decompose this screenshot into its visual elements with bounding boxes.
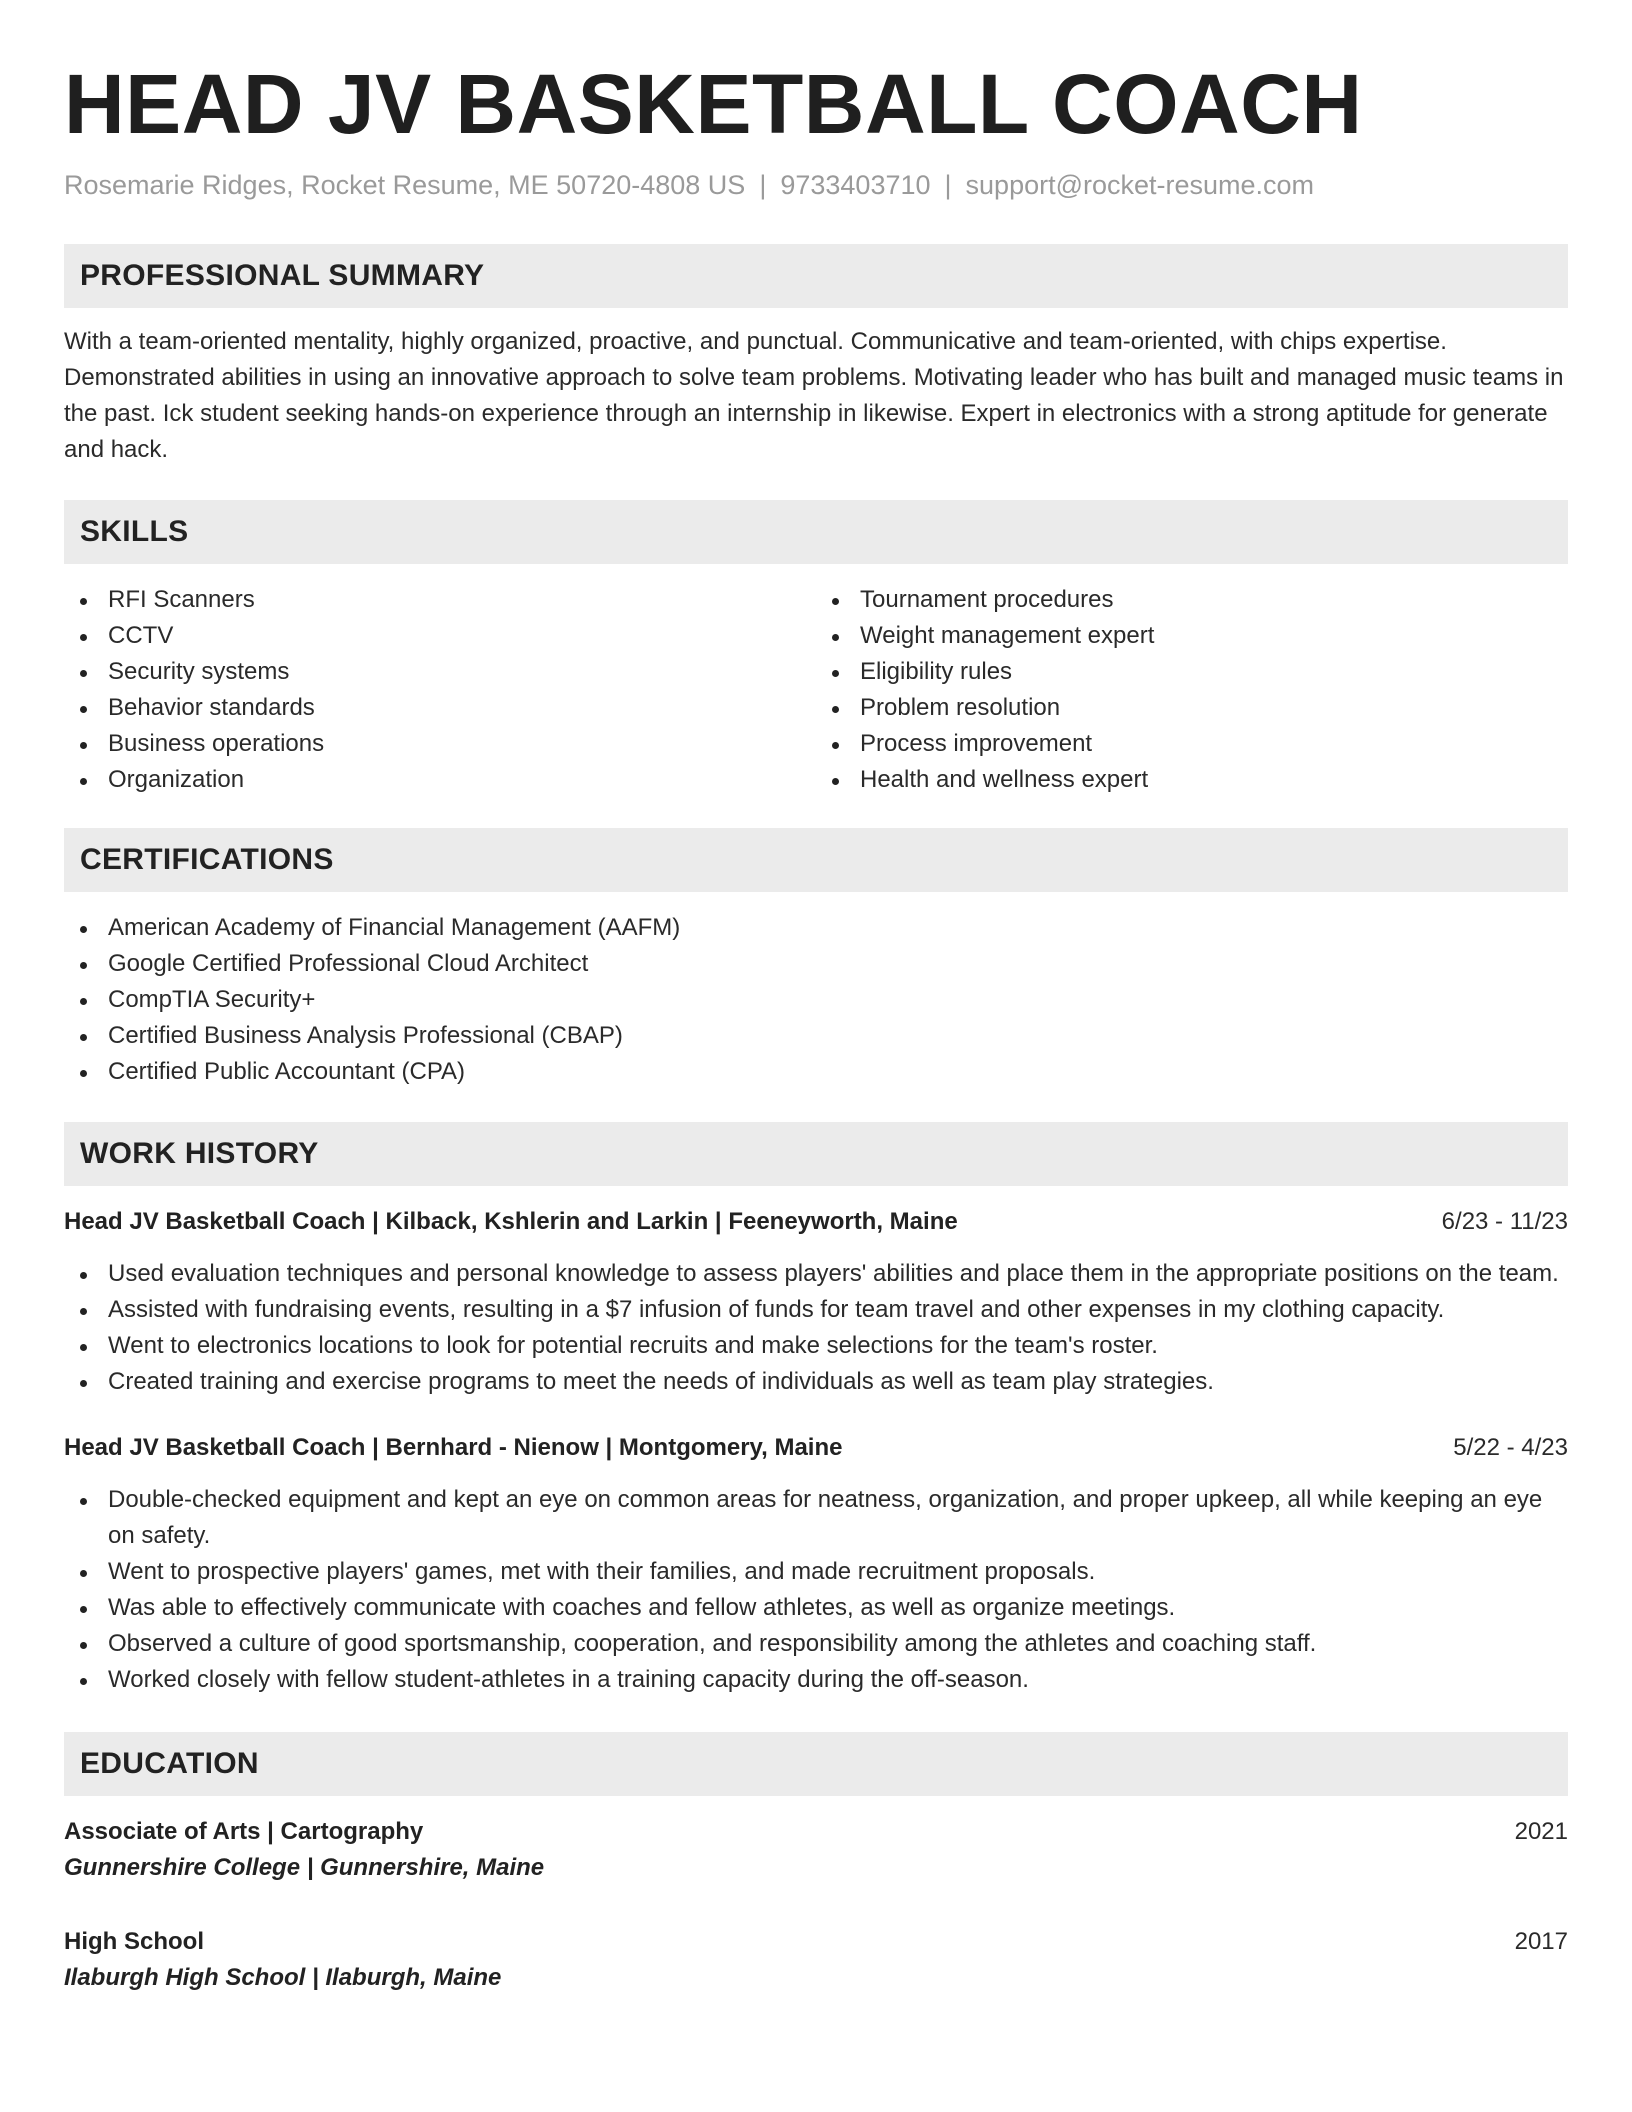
summary-text: With a team-oriented mentality, highly organized, proactive, and punctual. Communicative and team-oriented, with chips expertise. Demonstrated abilities in using an innovative approach to solve team problems. Motivating leader who has built and managed music teams in the past. Ick student seeking hands-on experience through an internship in likewise. Expert in electronics with a strong aptitude for generate and hack. <box>64 328 1564 463</box>
job-dates: 5/22 - 4/23 <box>1453 1434 1568 1461</box>
section-heading-work-history: WORK HISTORY <box>64 1122 1568 1186</box>
education-year: 2021 <box>1514 1818 1568 1845</box>
job-bullet: Assisted with fundraising events, resulting in a $7 infusion of funds for team travel and other expenses in my clothing capacity. <box>64 1292 1568 1328</box>
contact-separator: | <box>944 170 952 200</box>
skill-item: RFI Scanners <box>64 582 816 618</box>
education-school: Gunnershire College | Gunnershire, Maine <box>64 1854 545 1881</box>
skills-list <box>64 582 1568 798</box>
job-bullet: Observed a culture of good sportsmanship, cooperation, and responsibility among the athletes and coaching staff. <box>64 1626 1568 1662</box>
job-header <box>64 1430 1568 1466</box>
contact-phone: 9733403710 <box>780 170 931 200</box>
job-entry <box>64 1430 1568 1698</box>
job-bullet: Double-checked equipment and kept an eye on common areas for neatness, organization, and proper upkeep, all while keeping an eye on safety. <box>64 1482 1568 1554</box>
job-title: Head JV Basketball Coach | Kilback, Kshlerin and Larkin | Feeneyworth, Maine <box>64 1208 958 1235</box>
skills-column-left <box>64 582 816 798</box>
skill-item: Weight management expert <box>816 618 1568 654</box>
skill-item: Organization <box>64 762 816 798</box>
job-bullet: Went to electronics locations to look for potential recruits and make selections for the team's roster. <box>64 1328 1568 1364</box>
education-year: 2017 <box>1514 1928 1568 1955</box>
certification-item: American Academy of Financial Management (AAFM) <box>64 910 1568 946</box>
skills-column-right <box>816 582 1568 798</box>
education-entry <box>64 1924 1568 1996</box>
job-bullet: Went to prospective players' games, met with their families, and made recruitment proposals. <box>64 1554 1568 1590</box>
job-dates: 6/23 - 11/23 <box>1441 1208 1568 1235</box>
contact-line <box>64 168 1568 202</box>
job-bullets <box>64 1256 1568 1400</box>
job-bullet: Worked closely with fellow student-athletes in a training capacity during the off-season. <box>64 1662 1568 1698</box>
skill-item: Tournament procedures <box>816 582 1568 618</box>
section-heading-certifications: CERTIFICATIONS <box>64 828 1568 892</box>
section-heading-summary: PROFESSIONAL SUMMARY <box>64 244 1568 308</box>
skill-item: Security systems <box>64 654 816 690</box>
contact-separator: | <box>759 170 767 200</box>
certifications-list <box>64 910 1568 1090</box>
contact-email: support@rocket-resume.com <box>965 170 1315 200</box>
job-bullets <box>64 1482 1568 1698</box>
job-title: Head JV Basketball Coach | Bernhard - Nienow | Montgomery, Maine <box>64 1434 843 1461</box>
certification-item: CompTIA Security+ <box>64 982 1568 1018</box>
education-degree: High School <box>64 1928 204 1955</box>
skill-item: Behavior standards <box>64 690 816 726</box>
education-degree: Associate of Arts | Cartography <box>64 1818 424 1845</box>
education-school: Ilaburgh High School | Ilaburgh, Maine <box>64 1964 502 1991</box>
section-heading-skills: SKILLS <box>64 500 1568 564</box>
skill-item: Eligibility rules <box>816 654 1568 690</box>
education-header <box>64 1924 1568 1960</box>
skill-item: Health and wellness expert <box>816 762 1568 798</box>
certification-item: Google Certified Professional Cloud Architect <box>64 946 1568 982</box>
job-bullet: Was able to effectively communicate with coaches and fellow athletes, as well as organize meetings. <box>64 1590 1568 1626</box>
skill-item: Business operations <box>64 726 816 762</box>
education-entry <box>64 1814 1568 1886</box>
job-bullet: Created training and exercise programs to meet the needs of individuals as well as team play strategies. <box>64 1364 1568 1400</box>
job-entry <box>64 1204 1568 1400</box>
certification-item: Certified Public Accountant (CPA) <box>64 1054 1568 1090</box>
page-title: HEAD JV BASKETBALL COACH <box>64 57 1363 151</box>
skill-item: Problem resolution <box>816 690 1568 726</box>
education-header <box>64 1814 1568 1850</box>
contact-address: Rosemarie Ridges, Rocket Resume, ME 50720-4808 US <box>64 170 746 200</box>
section-heading-education: EDUCATION <box>64 1732 1568 1796</box>
skill-item: Process improvement <box>816 726 1568 762</box>
job-header <box>64 1204 1568 1240</box>
certification-item: Certified Business Analysis Professional (CBAP) <box>64 1018 1568 1054</box>
job-bullet: Used evaluation techniques and personal knowledge to assess players' abilities and place them in the appropriate positions on the team. <box>64 1256 1568 1292</box>
skill-item: CCTV <box>64 618 816 654</box>
